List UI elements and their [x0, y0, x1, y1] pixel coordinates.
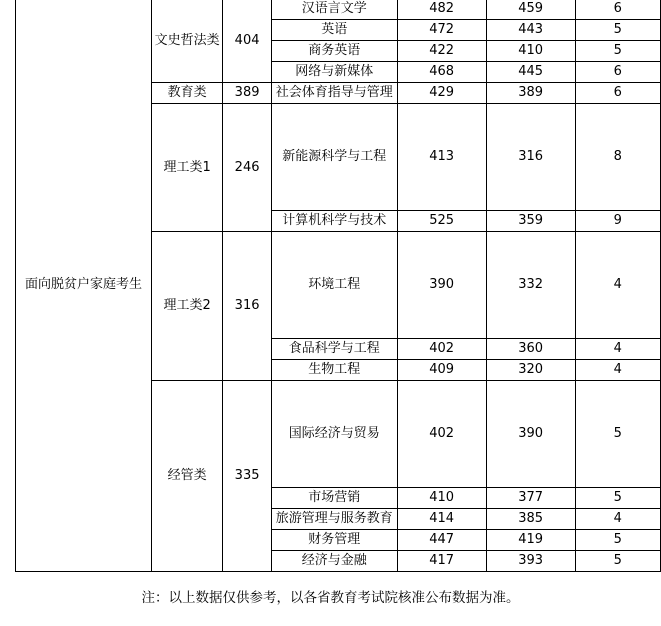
low-score-cell: 443 [486, 20, 575, 41]
baseline-cell: 389 [223, 83, 272, 104]
count-cell: 5 [575, 20, 660, 41]
major-cell: 食品科学与工程 [271, 339, 397, 360]
major-cell: 社会体育指导与管理 [271, 83, 397, 104]
category-cell: 经管类 [151, 381, 222, 572]
count-cell: 4 [575, 232, 660, 339]
category-cell: 理工类2 [151, 232, 222, 381]
count-cell: 6 [575, 0, 660, 20]
low-score-cell: 393 [486, 551, 575, 572]
high-score-cell: 409 [397, 360, 486, 381]
baseline-cell: 404 [223, 0, 272, 83]
category-cell: 文史哲法类 [151, 0, 222, 83]
high-score-cell: 472 [397, 20, 486, 41]
admission-score-table [15, 0, 661, 572]
high-score-cell: 422 [397, 41, 486, 62]
high-score-cell: 414 [397, 509, 486, 530]
high-score-cell: 390 [397, 232, 486, 339]
count-cell: 8 [575, 104, 660, 211]
baseline-cell: 316 [223, 232, 272, 381]
low-score-cell: 360 [486, 339, 575, 360]
count-cell: 5 [575, 530, 660, 551]
low-score-cell: 390 [486, 381, 575, 488]
low-score-cell: 320 [486, 360, 575, 381]
count-cell: 4 [575, 339, 660, 360]
major-cell: 汉语言文学 [271, 0, 397, 20]
low-score-cell: 459 [486, 0, 575, 20]
major-cell: 商务英语 [271, 41, 397, 62]
count-cell: 9 [575, 211, 660, 232]
high-score-cell: 525 [397, 211, 486, 232]
category-cell: 教育类 [151, 83, 222, 104]
table-row [16, 0, 661, 20]
low-score-cell: 419 [486, 530, 575, 551]
count-cell: 5 [575, 551, 660, 572]
count-cell: 5 [575, 488, 660, 509]
count-cell: 5 [575, 381, 660, 488]
low-score-cell: 377 [486, 488, 575, 509]
major-cell: 国际经济与贸易 [271, 381, 397, 488]
count-cell: 4 [575, 360, 660, 381]
count-cell: 5 [575, 41, 660, 62]
major-cell: 环境工程 [271, 232, 397, 339]
baseline-cell: 335 [223, 381, 272, 572]
major-cell: 计算机科学与技术 [271, 211, 397, 232]
high-score-cell: 447 [397, 530, 486, 551]
high-score-cell: 417 [397, 551, 486, 572]
major-cell: 新能源科学与工程 [271, 104, 397, 211]
major-cell: 财务管理 [271, 530, 397, 551]
count-cell: 6 [575, 83, 660, 104]
low-score-cell: 410 [486, 41, 575, 62]
major-cell: 市场营销 [271, 488, 397, 509]
category-cell: 理工类1 [151, 104, 222, 232]
low-score-cell: 316 [486, 104, 575, 211]
low-score-cell: 445 [486, 62, 575, 83]
baseline-cell: 246 [223, 104, 272, 232]
count-cell: 4 [575, 509, 660, 530]
high-score-cell: 468 [397, 62, 486, 83]
high-score-cell: 410 [397, 488, 486, 509]
low-score-cell: 332 [486, 232, 575, 339]
low-score-cell: 389 [486, 83, 575, 104]
low-score-cell: 359 [486, 211, 575, 232]
major-cell: 旅游管理与服务教育 [271, 509, 397, 530]
high-score-cell: 482 [397, 0, 486, 20]
high-score-cell: 413 [397, 104, 486, 211]
major-cell: 经济与金融 [271, 551, 397, 572]
high-score-cell: 429 [397, 83, 486, 104]
count-cell: 6 [575, 62, 660, 83]
footnote: 注：以上数据仅供参考，以各省教育考试院核准公布数据为准。 [141, 590, 520, 606]
low-score-cell: 385 [486, 509, 575, 530]
applicant-group-cell: 面向脱贫户家庭考生 [16, 0, 152, 572]
major-cell: 网络与新媒体 [271, 62, 397, 83]
major-cell: 英语 [271, 20, 397, 41]
high-score-cell: 402 [397, 381, 486, 488]
high-score-cell: 402 [397, 339, 486, 360]
major-cell: 生物工程 [271, 360, 397, 381]
